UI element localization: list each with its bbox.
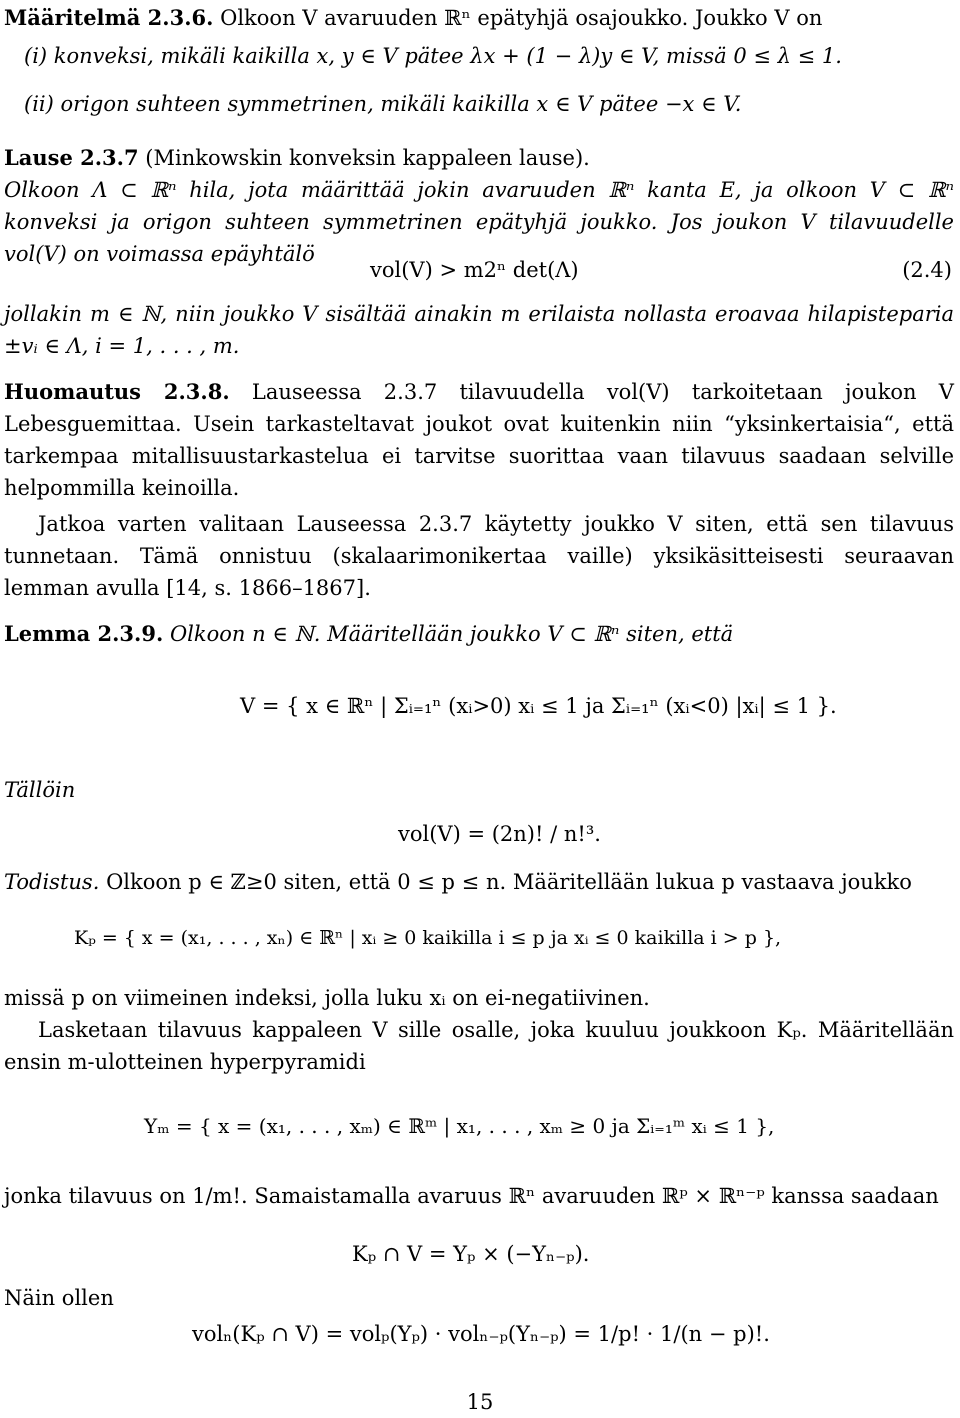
- remark-text: Lauseessa 2.3.7 tilavuudella vol(V) tarkoitetaan joukon V Lebesguemittaa. Usein tarkasteltavat joukot ovat kuitenkin niin “yksinkertaisia“, että tarkempaa mitallisuustarkastelua ei tarvitse suorittaa vaan tilavuus saadaan selville helpommilla keinoilla.: [4, 380, 954, 500]
- theorem-heading: [4, 142, 954, 174]
- set-v-definition: V = { x ∈ ℝⁿ | Σᵢ₌₁ⁿ (xᵢ>0) xᵢ ≤ 1 ja Σᵢ₌₁ⁿ (xᵢ<0) |xᵢ| ≤ 1 }.: [240, 694, 837, 718]
- theorem-label: Lause 2.3.7: [4, 145, 139, 170]
- definition-intro-text: Olkoon V avaruuden ℝⁿ epätyhjä osajoukko. Joukko V on: [213, 6, 823, 30]
- lemma-text: Olkoon n ∈ ℕ. Määritellään joukko V ⊂ ℝⁿ siten, että: [169, 622, 734, 646]
- k-intersection-equation: Kₚ ∩ V = Yₚ × (−Yₙ₋ₚ).: [352, 1242, 590, 1266]
- definition-item-i: (i) konveksi, mikäli kaikilla x, y ∈ V pätee λx + (1 − λ)y ∈ V, missä 0 ≤ λ ≤ 1.: [24, 44, 842, 68]
- definition-item-ii: (ii) origon suhteen symmetrinen, mikäli kaikilla x ∈ V pätee −x ∈ V.: [24, 92, 742, 116]
- volume-product-equation: volₙ(Kₚ ∩ V) = volₚ(Yₚ) · volₙ₋ₚ(Yₙ₋ₚ) = 1/p! · 1/(n − p)!.: [192, 1322, 770, 1346]
- thus-label: Näin ollen: [4, 1286, 114, 1310]
- lemma-label: Lemma 2.3.9.: [4, 621, 164, 646]
- lemma: [4, 618, 954, 650]
- equation-number: (2.4): [902, 258, 952, 282]
- page-number: 15: [466, 1390, 494, 1414]
- remark-label: Huomautus 2.3.8.: [4, 379, 230, 404]
- proof-paragraph-2: Lasketaan tilavuus kappaleen V sille osalle, joka kuuluu joukkoon Kₚ. Määritellään ensin m-ulotteinen hyperpyramidi: [4, 1018, 954, 1074]
- definition-label: Määritelmä 2.3.6.: [4, 5, 214, 30]
- theorem-text: Olkoon Λ ⊂ ℝⁿ hila, jota määrittää jokin avaruuden ℝⁿ kanta E, ja olkoon V ⊂ ℝⁿ konveksi ja origon suhteen symmetrinen epätyhjä joukko. Jos joukon V tilavuudelle vol(V) on voimassa epäyhtälö: [4, 178, 954, 266]
- definition-intro: [4, 2, 954, 34]
- proof-paragraph-3: jonka tilavuus on 1/m!. Samaistamalla avaruus ℝⁿ avaruuden ℝᵖ × ℝⁿ⁻ᵖ kanssa saadaan: [4, 1184, 939, 1208]
- proof-label: Todistus.: [4, 870, 100, 894]
- remark: [4, 376, 954, 504]
- proof-intro: [4, 866, 954, 898]
- theorem-name: (Minkowskin konveksin kappaleen lause).: [145, 146, 590, 170]
- proof-after-k: missä p on viimeinen indeksi, jolla luku xᵢ on ei-negatiivinen.: [4, 986, 650, 1010]
- continuation-paragraph: Jatkoa varten valitaan Lauseessa 2.3.7 käytetty joukko V siten, että sen tilavuus tunnetaan. Tämä onnistuu (skalaarimonikertaa vaille) yksikäsitteisesti seuraavan lemman avulla [14, s. 1866–1867].: [4, 512, 954, 600]
- set-y-definition: Yₘ = { x = (x₁, . . . , xₘ) ∈ ℝᵐ | x₁, . . . , xₘ ≥ 0 ja Σᵢ₌₁ᵐ xᵢ ≤ 1 },: [144, 1114, 775, 1138]
- theorem-conclusion: jollakin m ∈ ℕ, niin joukko V sisältää ainakin m erilaista nollasta eroavaa hilapisteparia ±vᵢ ∈ Λ, i = 1, . . . , m.: [4, 302, 954, 358]
- theorem-equation: vol(V) > m2ⁿ det(Λ): [370, 258, 579, 282]
- set-k-definition: Kₚ = { x = (x₁, . . . , xₙ) ∈ ℝⁿ | xᵢ ≥ 0 kaikilla i ≤ p ja xᵢ ≤ 0 kaikilla i > p },: [74, 927, 782, 949]
- volume-formula: vol(V) = (2n)! / n!³.: [398, 822, 601, 846]
- then-label: Tällöin: [4, 778, 76, 802]
- proof-text: Olkoon p ∈ ℤ≥0 siten, että 0 ≤ p ≤ n. Määritellään lukua p vastaava joukko: [106, 870, 912, 894]
